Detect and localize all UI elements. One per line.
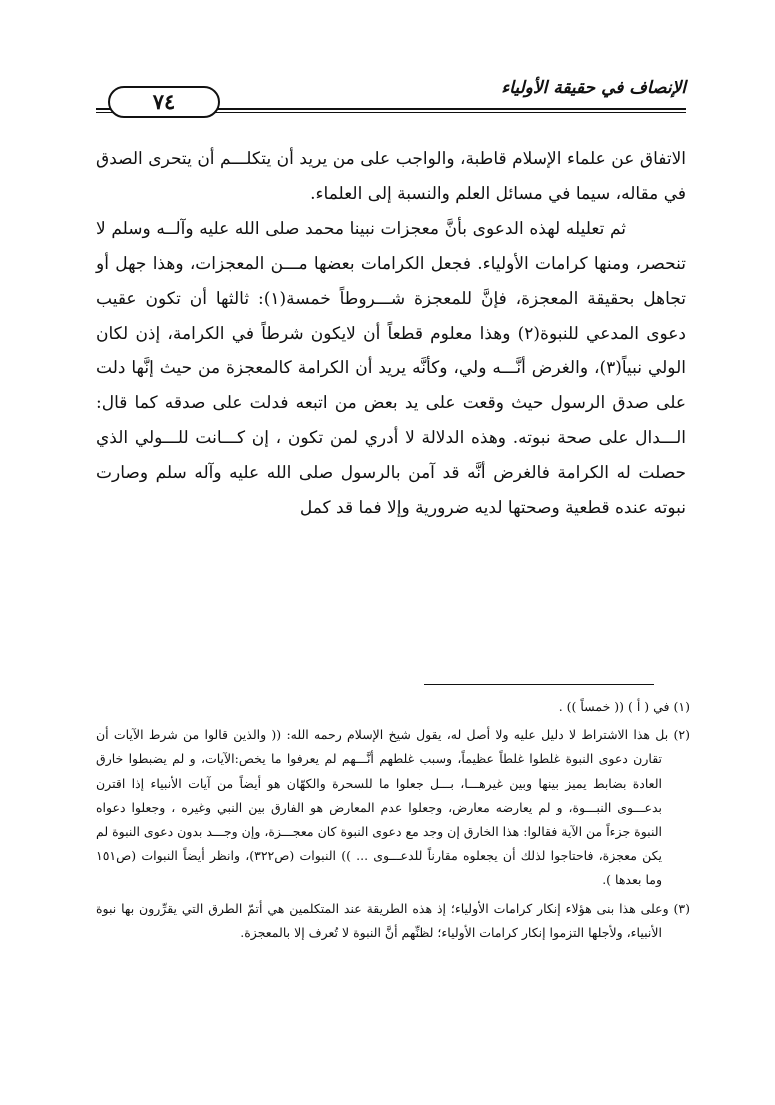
paragraph-2: ثم تعليله لهذه الدعوى بأنَّ معجزات نبينا محمد صلى الله عليه وآلــه وسلم لا تنحصر، ومنها كرامات الأولياء. فجعل الكرامات بعضها مـــن المعجزات، وهذا جهل أو تجاهل بحقيقة المعجزة، فإنَّ للمعجزة شـــروطاً خمسة(١): ثالثها أن تكون عقيب دعوى المدعي للنبوة(٢) وهذا معلوم قطعاً أن لايكون شرطاً في الكرامة، إذن لكان الولي نبياً(٣)، والغرض أنَّـــه ولي، وكأنَّه يريد أن الكرامة كالمعجزة من حيث إنَّها دلت على صدق الرسول حيث وقعت على يد بعض من اتبعه فدلت على صدقه كما قال: الـــدال على صحة نبوته. وهذه الدلالة لا أدري لمن تكون ، إن كـــانت للـــولي الذي حصلت له الكرامة فالغرض أنَّه قد آمن بالرسول صلى الله عليه وآله سلم وصارت نبوته عنده قطعية وصحتها لديه ضرورية وإلا فما قد كمل bbox=[96, 218, 686, 519]
footnote-2: (٢) بل هذا الاشتراط لا دليل عليه ولا أصل له، يقول شيخ الإسلام رحمه الله: (( والذين قالوا من شرط الآيات أن تقارن دعوى النبوة غلطوا غلطاً عظيماً، وسبب غلطهم أنَّـــهم لم يعرفوا ما يخص:الآيات، و لم يضبطوا خارق العادة بضابط يميز بينها وبين غيرهـــا، بـــل جعلوا ما للسحرة والكهّان هو أيضاً من آيات الأنبياء إذا اقترن بدعـــوى النبـــوة، و لم يعارضه معارض، وجعلوا عدم المعارض هو الفارق بين النبي وغيره ، وجعلوا دعواه النبوة جزءاً من الآية فقالوا: هذا الخارق إن وجد مع دعوى النبوة كان معجـــزة، وإن وجـــد بدون دعوى النبوة لم يكن معجزة، فاحتاجوا لذلك أن يجعلوه مقارناً للدعـــوى ... )) النبوات (ص٣٢٢)، وانظر أيضاً النبوات (ص١٥١ وما بعدها ). bbox=[96, 727, 690, 888]
footnotes bbox=[96, 695, 690, 949]
page-header bbox=[96, 70, 686, 120]
footnote-separator bbox=[424, 684, 654, 685]
running-title: الإنصاف في حقيقة الأولياء bbox=[501, 78, 686, 98]
paragraph-1: الاتفاق عن علماء الإسلام قاطبة، والواجب على من يريد أن يتكلـــم أن يتحرى الصدق في مقاله، سيما في مسائل العلم والنسبة إلى العلماء. bbox=[96, 149, 686, 204]
page-number: ٧٤ bbox=[108, 86, 220, 118]
main-text bbox=[96, 142, 686, 526]
footnote-3: (٣) وعلى هذا بنى هؤلاء إنكار كرامات الأولياء؛ إذ هذه الطريقة عند المتكلمين هي أتمّ الطرق التي يقرِّرون بها نبوة الأنبياء، ولأجلها التزموا إنكار كرامات الأولياء؛ لظنِّهم أنَّ النبوة لا تُعرف إلا بالمعجزة. bbox=[96, 900, 690, 940]
footnote-1: (١) في ( أ ) (( خمساً )) . bbox=[558, 699, 690, 714]
